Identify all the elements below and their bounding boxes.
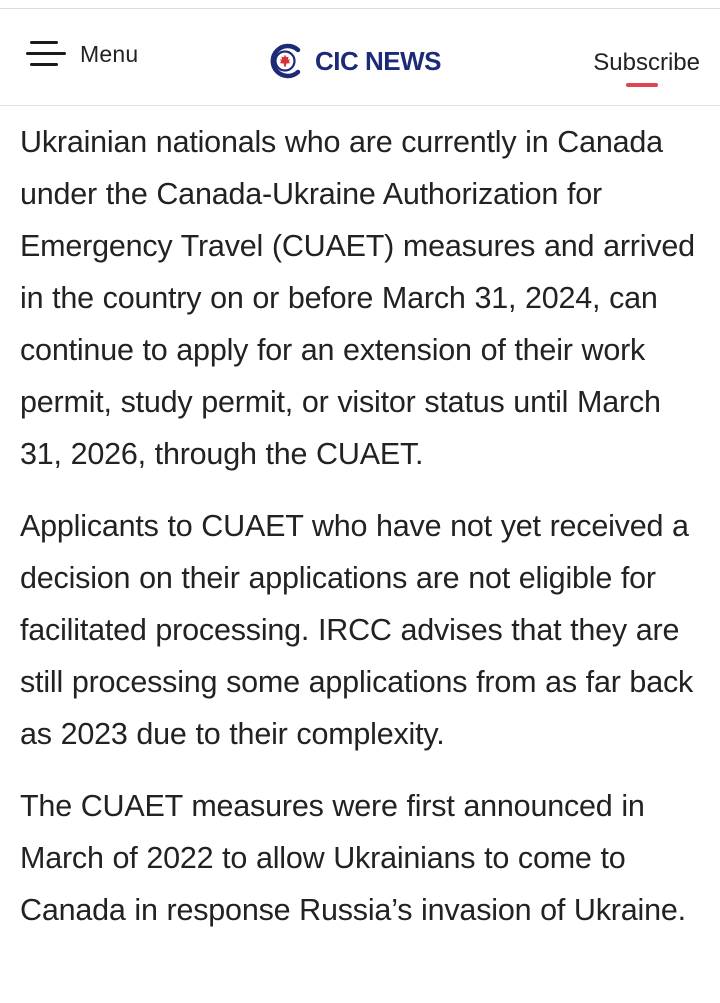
menu-label: Menu [80, 40, 139, 67]
subscribe-link[interactable]: Subscribe [593, 49, 700, 76]
site-header [0, 9, 720, 106]
menu-button[interactable] [26, 39, 138, 69]
site-logo[interactable] [265, 41, 441, 81]
top-border [0, 0, 720, 9]
logo-text: CIC NEWS [315, 45, 441, 76]
maple-leaf-icon [265, 41, 305, 81]
article-body [0, 106, 720, 936]
article-paragraph: Ukrainian nationals who are currently in Canada under the Canada-Ukraine Authorization for Emergency Travel (CUAET) measures and arrived in the country on or before March 31, 2024, can continue to apply for an extension of their work permit, study permit, or visitor status until March 31, 2026, through the CUAET. [20, 125, 695, 471]
article-paragraph: Applicants to CUAET who have not yet received a decision on their applications are not eligible for facilitated processing. IRCC advises that they are still processing some applications from as far back as 2023 due to their complexity. [20, 509, 694, 751]
article-paragraph: The CUAET measures were first announced in March of 2022 to allow Ukrainians to come to Canada in response Russia’s invasion of Ukraine. [20, 789, 686, 927]
subscribe-underline [626, 83, 658, 87]
hamburger-icon [26, 39, 68, 69]
